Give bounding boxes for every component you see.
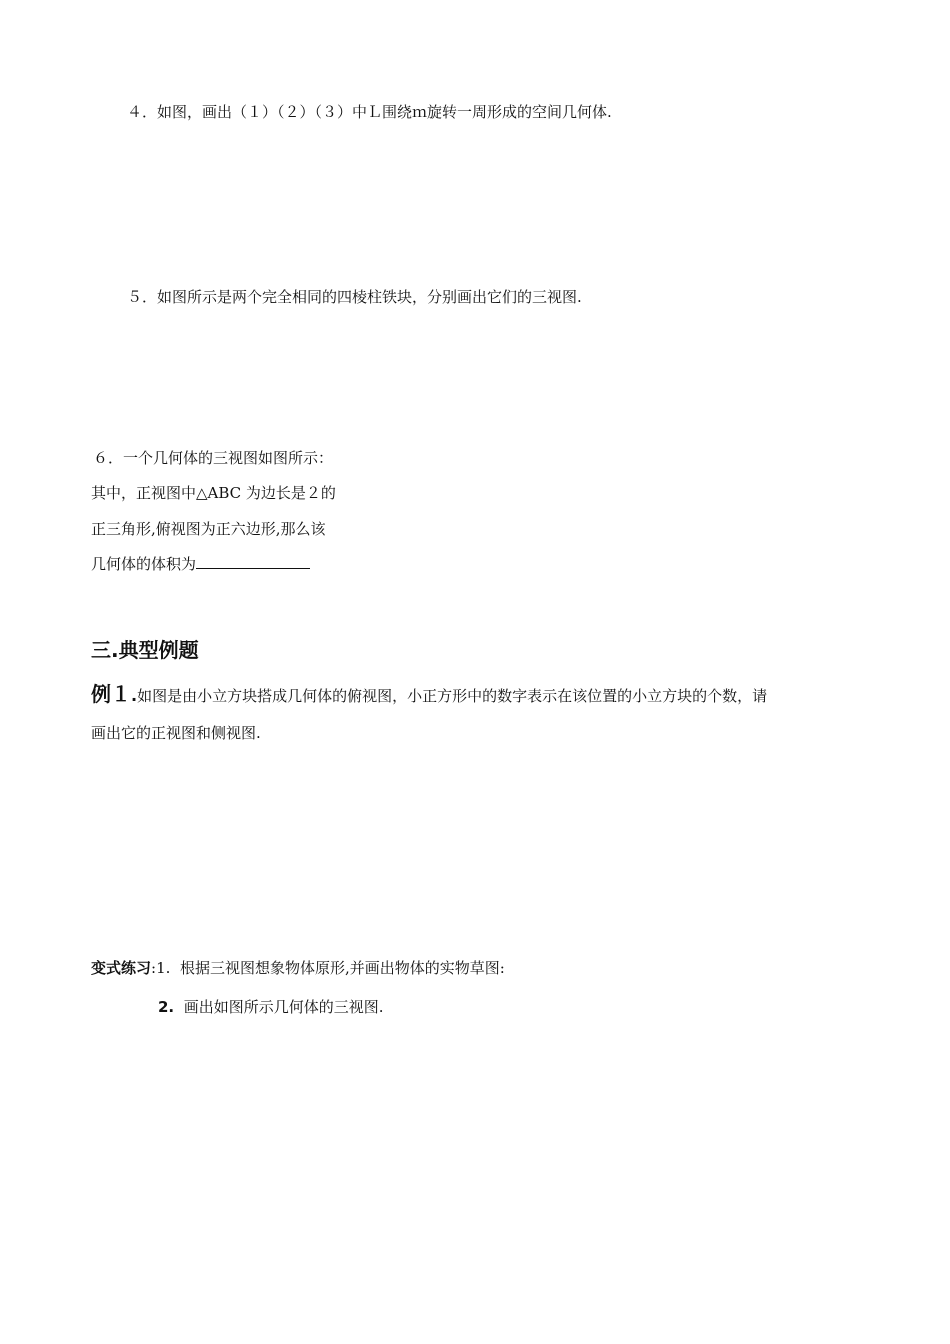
variant-item-2-text: 画出如图所示几何体的三视图. [183,998,384,1016]
problem-6-line-3: 正三角形,俯视图为正六边形,那么该 [91,520,326,538]
problem-6-line-2: 其中，正视图中△ABC 为边长是２的 [91,484,336,502]
variant-item-1-text: 根据三视图想象物体原形,并画出物体的实物草图: [179,959,505,977]
problem-4-number: ４． [127,103,158,121]
problem-6-text-4: 几何体的体积为 [91,555,197,573]
example-1-label: 例１. [91,682,138,706]
problem-6-text-1: 一个几何体的三视图如图所示： [123,449,334,467]
example-1-line-1 [91,681,767,709]
variant-line-2 [158,997,383,1017]
problem-4 [127,102,612,122]
problem-5-text: 如图所示是两个完全相同的四棱柱铁块，分别画出它们的三视图. [157,288,582,306]
answer-blank[interactable] [196,554,310,569]
problem-5-number: ５． [127,288,158,306]
problem-6-line-4 [91,554,310,574]
section-3-heading: 三.典型例题 [91,638,199,662]
variant-label: 变式练习 [91,959,152,977]
problem-4-text: 如图，画出（１）（２）（３）中Ｌ围绕ｍ旋转一周形成的空间几何体. [157,103,612,121]
variant-item-1-prefix: :1. [151,959,171,977]
variant-line-1 [91,958,505,978]
example-1-line-2: 画出它的正视图和侧视图. [91,724,261,742]
example-1-text-1: 如图是由小立方块搭成几何体的俯视图，小正方形中的数字表示在该位置的小立方块的个数，请 [137,687,768,705]
variant-item-2-number: 2. [158,998,175,1016]
problem-5 [127,287,582,307]
problem-6-line-1 [93,448,333,468]
problem-6-number: ６． [93,449,124,467]
